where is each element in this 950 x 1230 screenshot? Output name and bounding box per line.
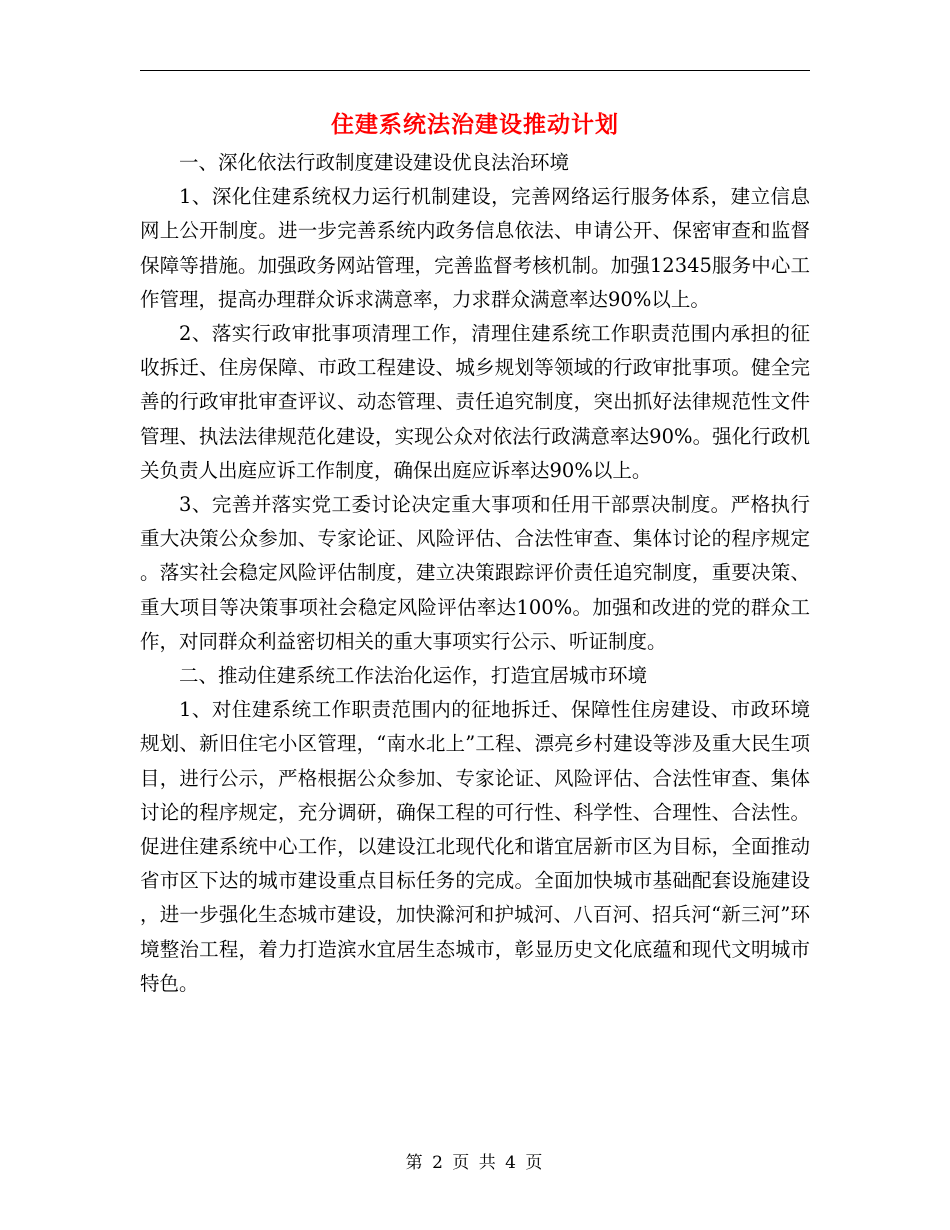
paragraph-2-1: 1、对住建系统工作职责范围内的征地拆迁、保障性住房建设、市政环境规划、新旧住宅小区管理，“南水北上”工程、漂亮乡村建设等涉及重大民生项目，进行公示，严格根据公众参加、专家论证、风险评估、合法性审查、集体讨论的程序规定，充分调研，确保工程的可行性、科学性、合理性、合法性。促进住建系统中心工作，以建设江北现代化和谐宜居新市区为目标，全面推动省市区下达的城市建设重点目标任务的完成。全面加快城市基础配套设施建设，进一步强化生态城市建设，加快滁河和护城河、八百河、招兵河“新三河”环境整治工程，着力打造滨水宜居生态城市，彰显历史文化底蕴和现代文明城市特色。 (140, 698, 810, 995)
paragraph-1-2: 2、落实行政审批事项清理工作，清理住建系统工作职责范围内承担的征收拆迁、住房保障、市政工程建设、城乡规划等领域的行政审批事项。健全完善的行政审批审查评议、动态管理、责任追究制度，突出抓好法律规范性文件管理、执法法律规范化建设，实现公众对依法行政满意率达90%。强化行政机关负责人出庭应诉工作制度，确保出庭应诉率达90%以上。 (140, 322, 810, 482)
paragraph-1-3: 3、完善并落实党工委讨论决定重大事项和任用干部票决制度。严格执行重大决策公众参加、专家论证、风险评估、合法性审查、集体讨论的程序规定。落实社会稳定风险评估制度，建立决策跟踪评价责任追究制度，重要决策、重大项目等决策事项社会稳定风险评估率达100%。加强和改进的党的群众工作，对同群众利益密切相关的重大事项实行公示、听证制度。 (140, 493, 810, 653)
document-title: 住建系统法治建设推动计划 (331, 112, 619, 138)
paragraph-1-1: 1、深化住建系统权力运行机制建设，完善网络运行服务体系，建立信息网上公开制度。进一步完善系统内政务信息依法、申请公开、保密审查和监督保障等措施。加强政务网站管理，完善监督考核机制。加强12345服务中心工作管理，提高办理群众诉求满意率，力求群众满意率达90%以上。 (140, 185, 810, 311)
document-body (140, 146, 810, 1001)
section-heading-1: 一、深化依法行政制度建设建设优良法治环境 (179, 151, 570, 174)
header-rule (140, 70, 810, 71)
section-heading-2: 二、推动住建系统工作法治化运作，打造宜居城市环境 (179, 664, 648, 688)
page-number: 第 2 页 共 4 页 (405, 1153, 545, 1173)
